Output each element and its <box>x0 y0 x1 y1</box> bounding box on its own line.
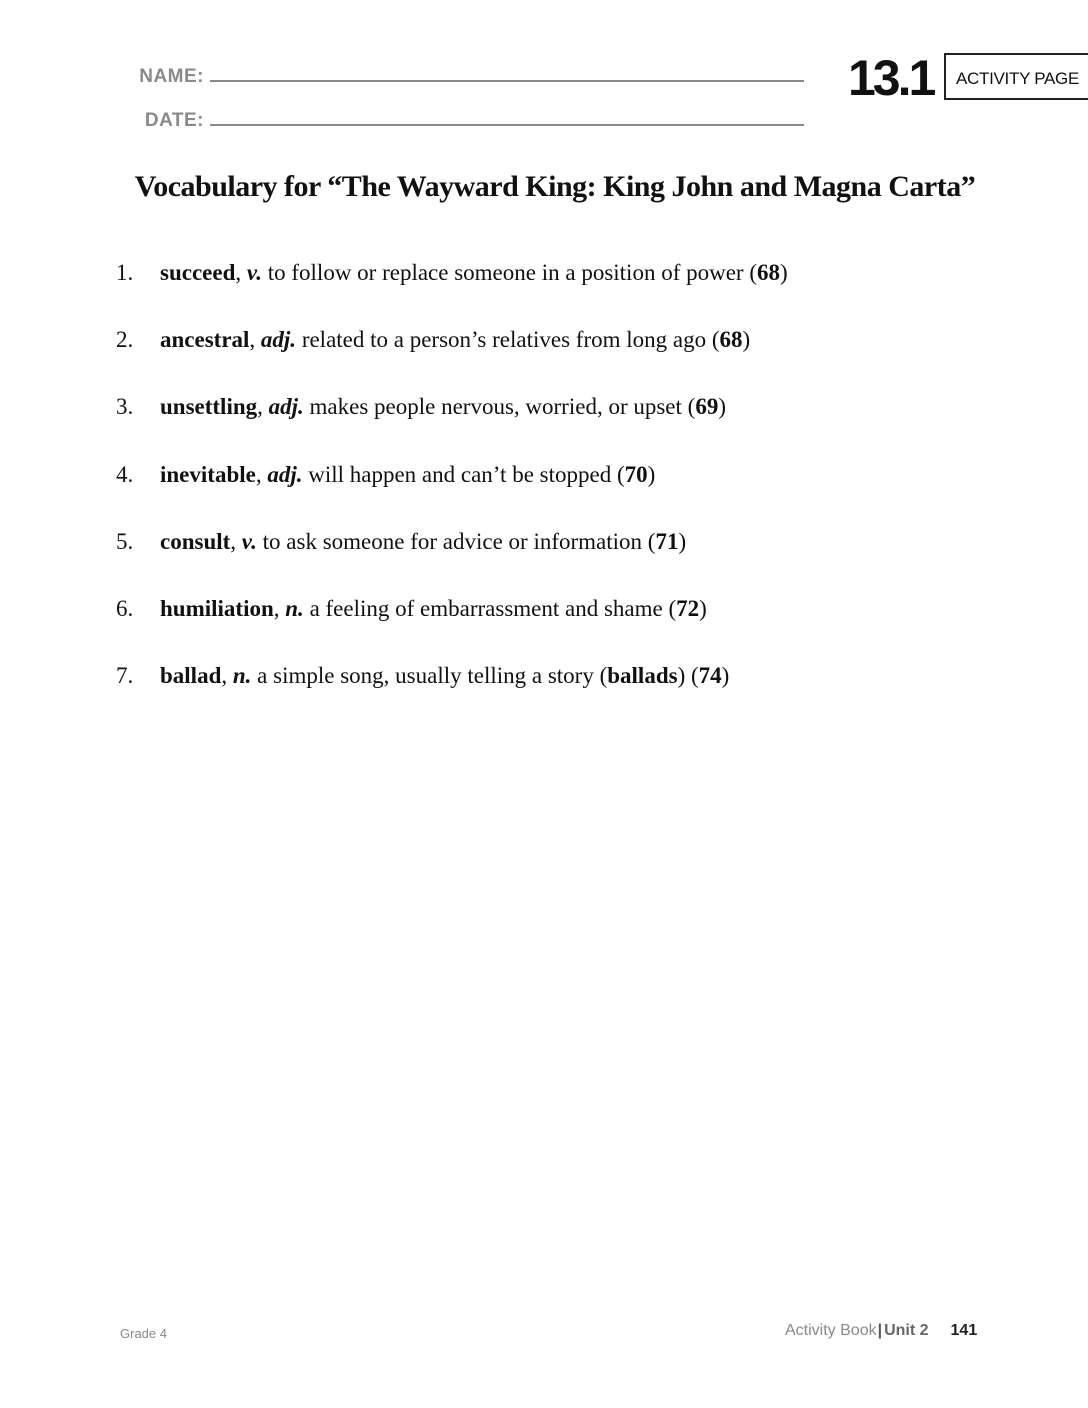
item-number: 7. <box>116 663 134 689</box>
part-of-speech: adj. <box>267 461 303 487</box>
item-text: consult, v. to ask someone for advice or information (71) <box>160 528 687 554</box>
item-text: ancestral, adj. related to a person’s relatives from long ago (68) <box>160 327 751 353</box>
vocab-item <box>0 322 1088 389</box>
footer-unit: Unit 2 <box>884 1322 929 1339</box>
definition: will happen and can’t be stopped <box>308 461 612 487</box>
definition: makes people nervous, worried, or upset <box>309 394 682 420</box>
vocab-word: inevitable <box>160 461 256 487</box>
footer-book: Activity Book <box>785 1322 877 1339</box>
part-of-speech: n. <box>285 595 304 621</box>
name-field-row <box>0 66 804 88</box>
item-text: humiliation, n. a feeling of embarrassment and shame (72) <box>160 595 707 621</box>
vocab-item <box>0 255 1088 322</box>
vocab-item <box>0 524 1088 591</box>
item-text: ballad, n. a simple song, usually telling a story (ballads) (74) <box>160 663 730 689</box>
activity-number: 13.1 <box>848 50 934 106</box>
definition: a simple song, usually telling a story <box>257 663 594 689</box>
part-of-speech: v. <box>241 528 257 554</box>
page-reference: 70 <box>624 461 648 487</box>
part-of-speech: adj. <box>260 327 297 353</box>
vocab-word: ballad <box>160 663 222 689</box>
definition: to follow or replace someone in a position of power <box>267 260 744 285</box>
page-title: Vocabulary for “The Wayward King: King John and Magna Carta” <box>134 170 976 203</box>
date-label: DATE: <box>144 110 204 131</box>
vocabulary-list <box>0 255 1088 725</box>
vocab-item <box>0 389 1088 456</box>
page-number: 141 <box>950 1322 978 1339</box>
page-reference: 71 <box>655 528 679 554</box>
vocab-item <box>0 457 1088 524</box>
date-field-row <box>0 110 804 132</box>
item-text: succeed, v. to follow or replace someone in a position of power (68) <box>160 260 788 285</box>
date-line[interactable] <box>210 124 804 126</box>
name-line[interactable] <box>210 80 804 82</box>
definition: to ask someone for advice or information <box>262 528 643 554</box>
item-number: 3. <box>116 394 134 420</box>
vocab-item <box>0 658 1088 725</box>
footer-separator: | <box>877 1322 883 1339</box>
part-of-speech: adj. <box>268 394 304 420</box>
page-reference: 72 <box>676 595 700 621</box>
item-number: 2. <box>116 327 134 353</box>
item-number: 5. <box>116 528 134 554</box>
page-reference: 68 <box>757 260 781 285</box>
definition: a feeling of embarrassment and shame <box>309 595 663 621</box>
footer-grade: Grade 4 <box>120 1326 167 1341</box>
page-reference: 68 <box>719 327 743 353</box>
item-number: 1. <box>116 260 134 285</box>
vocab-word: ancestral <box>160 327 250 353</box>
item-text: inevitable, adj. will happen and can’t be stopped (70) <box>160 461 656 487</box>
vocab-item <box>0 591 1088 658</box>
vocab-word: consult <box>160 528 231 554</box>
item-text: unsettling, adj. makes people nervous, worried, or upset (69) <box>160 394 726 420</box>
activity-page-label: ACTIVITY PAGE <box>944 53 1088 100</box>
definition: related to a person’s relatives from long ago <box>301 327 707 353</box>
name-label: NAME: <box>139 66 204 87</box>
part-of-speech: n. <box>232 663 252 689</box>
vocab-word: humiliation <box>160 595 274 621</box>
plural-form: ballads <box>607 663 678 689</box>
item-number: 6. <box>116 595 134 621</box>
item-number: 4. <box>116 461 134 487</box>
footer-book-info <box>785 1322 977 1340</box>
vocab-word: unsettling <box>160 394 258 420</box>
page-reference: 74 <box>698 663 722 689</box>
vocab-word: succeed <box>160 260 236 285</box>
page-reference: 69 <box>695 394 719 420</box>
part-of-speech: v. <box>246 260 262 285</box>
